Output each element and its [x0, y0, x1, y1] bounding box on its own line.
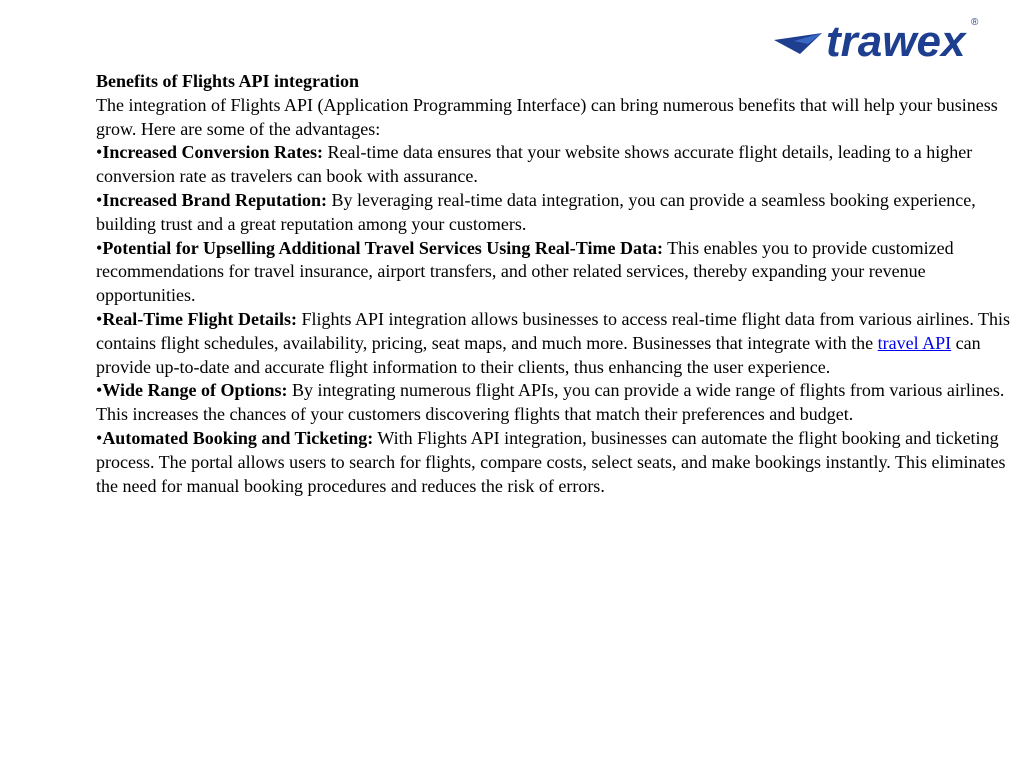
bullet: •	[96, 380, 103, 401]
article-title: Benefits of Flights API integration	[96, 71, 359, 91]
list-item	[96, 308, 1012, 379]
item-text: By integrating numerous flight APIs, you can provide a wide range of flights from various airlines. This increases the chances of your customers discovering flights that match their preferences and budget.	[96, 380, 1005, 425]
article-body	[96, 70, 1012, 498]
item-text: can provide up-to-date and accurate flight information to their clients, thus enhancing the user experience.	[96, 332, 981, 377]
item-label: Automated Booking and Ticketing:	[102, 427, 374, 448]
list-item	[96, 379, 1012, 427]
item-text: Flights API integration allows businesses to access real-time flight data from various airlines. This contains flight schedules, availability, pricing, seat maps, and much more. Businesses that integrate with the	[96, 308, 1010, 353]
item-text: This enables you to provide customized recommendations for travel insurance, airport transfers, and other related services, thereby expanding your revenue opportunities.	[96, 237, 954, 306]
travel-api-link[interactable]: travel API	[877, 332, 952, 353]
article-intro: The integration of Flights API (Application Programming Interface) can bring numerous benefits that will help your business grow. Here are some of the advantages:	[96, 94, 998, 139]
item-label: Potential for Upselling Additional Travel Services Using Real-Time Data:	[102, 237, 663, 258]
list-item	[96, 141, 1012, 189]
bullet: •	[96, 427, 103, 448]
bullet: •	[96, 189, 103, 210]
item-label: Increased Brand Reputation:	[102, 189, 327, 210]
item-text: With Flights API integration, businesses can automate the flight booking and ticketing process. The portal allows users to search for flights, compare costs, select seats, and make bookings instantly. This eliminates the need for manual booking procedures and reduces the risk of errors.	[96, 427, 1006, 496]
list-item	[96, 427, 1012, 498]
bullet: •	[96, 237, 103, 258]
item-label: Increased Conversion Rates:	[102, 142, 323, 163]
item-label: Wide Range of Options:	[102, 380, 288, 401]
item-label: Real-Time Flight Details:	[102, 308, 297, 329]
logo-wordmark: trawex	[826, 17, 966, 66]
bullet: •	[96, 142, 103, 163]
item-text: By leveraging real-time data integration, you can provide a seamless booking experience, building trust and a great reputation among your customers.	[96, 189, 976, 234]
trawex-logo	[772, 14, 1012, 66]
bullet: •	[96, 308, 103, 329]
plane-arrow-icon	[774, 33, 822, 54]
list-item	[96, 189, 1012, 237]
list-item	[96, 237, 1012, 308]
trawex-logo-graphic	[772, 14, 1012, 66]
registered-mark: ®	[971, 17, 979, 28]
item-text: Real-time data ensures that your website shows accurate flight details, leading to a higher conversion rate as travelers can book with assurance.	[96, 142, 973, 187]
